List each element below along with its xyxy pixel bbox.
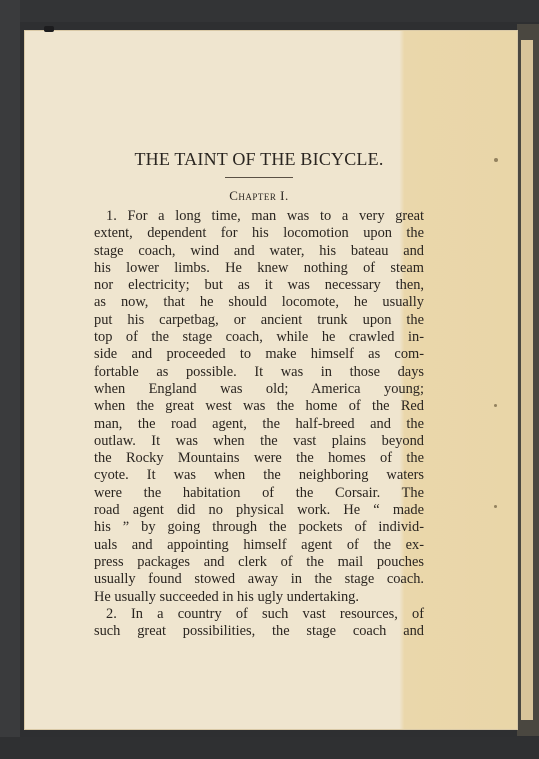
paper-spot: [494, 505, 497, 508]
facing-page-sliver: [521, 40, 533, 720]
text-line: 2. In a country of such vast resources, of: [106, 605, 424, 622]
text-line: put his carpetbag, or ancient trunk upon the: [94, 311, 424, 328]
text-line: He usually succeeded in his ugly undertaking.: [94, 588, 359, 605]
text-line: his ” by going through the pockets of individ-: [94, 519, 424, 536]
text-line: when England was old; America young;: [94, 380, 424, 397]
book-cover-bottom-edge: [0, 737, 539, 759]
text-line: were the habitation of the Corsair. The: [94, 484, 424, 501]
text-line: 1. For a long time, man was to a very great: [106, 208, 424, 224]
heading-divider: [225, 177, 293, 178]
text-line: top of the stage coach, while he crawled in-: [94, 329, 424, 346]
book-cover-left-edge: [0, 0, 20, 759]
corner-mark: [44, 26, 54, 32]
text-line: usually found stowed away in the stage coach.: [94, 571, 424, 588]
book-cover-top-edge: [0, 0, 539, 22]
text-line: as now, that he should locomote, he usually: [94, 294, 424, 311]
paragraph-2: [94, 606, 424, 641]
text-line: cyote. It was when the neighboring waters: [94, 467, 424, 484]
text-line: side and proceeded to make himself as com-: [94, 346, 424, 363]
text-line: nor electricity; but as it was necessary then,: [94, 277, 424, 294]
paragraph-1: [94, 208, 424, 606]
chapter-number: Chapter I.: [229, 188, 289, 203]
text-line: stage coach, wind and water, his bateau and: [94, 242, 424, 259]
text-line: such great possibilities, the stage coach and: [94, 623, 424, 640]
text-line: the Rocky Mountains were the homes of the: [94, 450, 424, 467]
text-line: man, the road agent, the half-breed and the: [94, 415, 424, 432]
text-line: his lower limbs. He knew nothing of steam: [94, 259, 424, 276]
text-line: outlaw. It was when the vast plains beyond: [94, 432, 424, 449]
paper-spot: [494, 404, 497, 407]
chapter-heading-title: THE TAINT OF THE BICYCLE.: [134, 149, 384, 169]
text-line: press packages and clerk of the mail pouches: [94, 553, 424, 570]
page-text-block: [94, 148, 424, 640]
text-line: road agent did no physical work. He “ made: [94, 502, 424, 519]
text-line: fortable as possible. It was in those days: [94, 363, 424, 380]
text-line: uals and appointing himself agent of the ex-: [94, 536, 424, 553]
text-line: extent, dependent for his locomotion upon the: [94, 225, 424, 242]
text-line: when the great west was the home of the Red: [94, 398, 424, 415]
paper-spot: [494, 158, 498, 162]
